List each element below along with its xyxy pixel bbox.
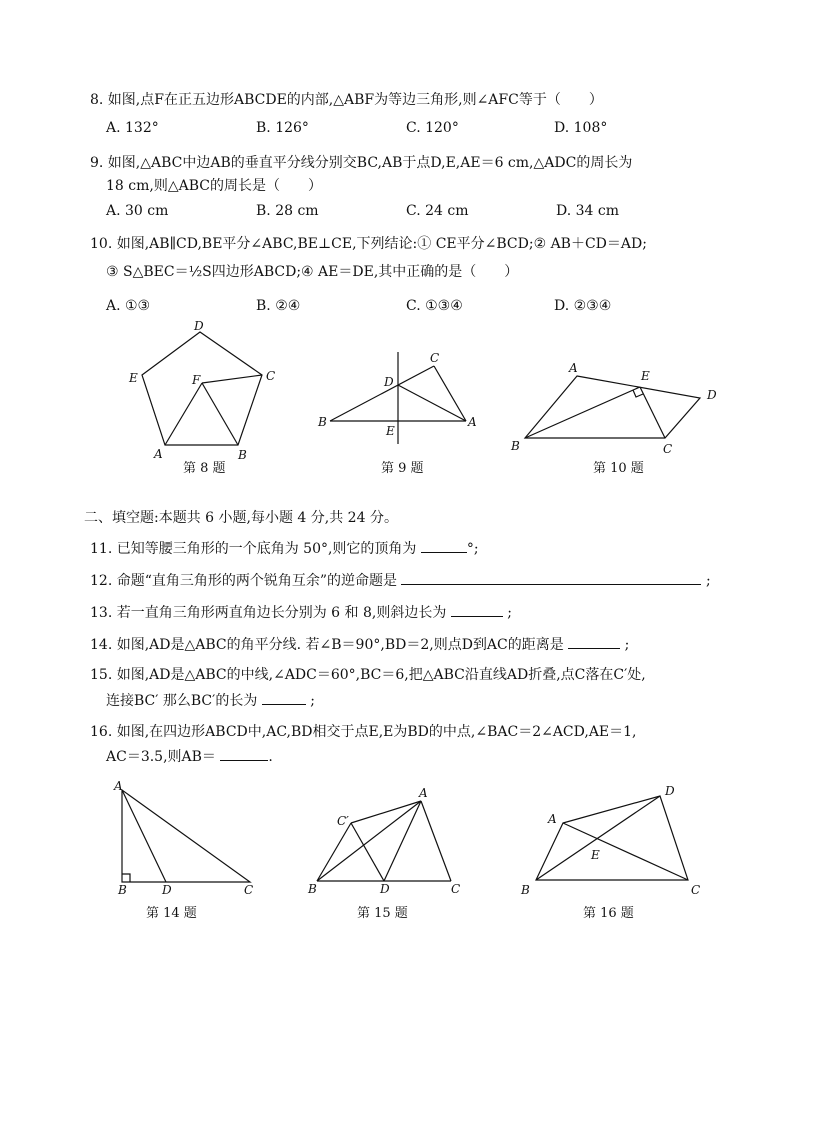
q8-option-b: B. 126° [256,120,309,136]
label-b: B [238,448,247,462]
figure-10-caption: 第 10 题 [593,461,644,476]
label-e: E [129,371,138,385]
q9-option-b: B. 28 cm [256,203,319,219]
question-9-line1: 9. 如图,△ABC中边AB的垂直平分线分别交BC,AB于点D,E,AE＝6 cm,△ADC的周长为 [90,155,633,171]
question-11-text: 11. 已知等腰三角形的一个底角为 50°,则它的顶角为 [90,541,417,557]
question-11-blank [421,538,467,553]
question-16-line2 [106,746,273,767]
diagonal-bd [536,796,660,880]
question-10-line1: 10. 如图,AB∥CD,BE平分∠ABC,BE⊥CE,下列结论:① CE平分∠BCD;② AB＋CD＝AD; [90,236,647,252]
label-c: C [266,369,276,383]
label-a: A [419,786,428,800]
figure-10 [505,358,720,458]
question-12-text: 12. 命题“直角三角形的两个锐角互余”的逆命题是 [90,573,398,589]
question-12-blank [401,570,701,585]
figure-15-caption: 第 15 题 [357,906,408,921]
question-16-line1: 16. 如图,在四边形ABCD中,AC,BD相交于点E,E为BD的中点,∠BAC＝2∠ACD,AE＝1, [90,724,637,740]
segment-be [525,387,640,438]
label-e: E [591,848,600,862]
label-d: D [707,388,717,402]
question-13 [90,602,512,623]
triangle-abc [122,790,250,882]
segment-ad [122,790,166,882]
segment-fc [202,375,262,383]
segment-ad [384,801,421,881]
diagonal-ac [563,823,688,880]
question-10-line2: ③ S△BEC＝½S四边形ABCD;④ AE＝DE,其中正确的是（ ） [106,264,519,280]
question-14-blank [568,634,620,649]
question-16-text2: AC＝3.5,则AB＝ [106,749,216,765]
segment-ac [421,801,451,881]
question-14-end: ; [624,637,630,653]
quadrilateral-abcd [536,796,688,880]
label-f: F [192,373,201,387]
label-d: D [162,883,172,897]
q10-option-d: D. ②③④ [554,298,612,314]
label-a: A [114,779,123,793]
segment-b-c-prime [317,823,351,881]
question-15-text2: 连接BC′ 那么BC′的长为 [106,693,258,709]
label-e: E [386,424,395,438]
segment-ba [317,801,421,881]
right-angle-mark [122,874,130,882]
label-a: A [468,415,477,429]
figure-16-caption: 第 16 题 [583,906,634,921]
q9-option-d: D. 34 cm [556,203,620,219]
label-b: B [521,883,530,897]
label-a: A [548,812,557,826]
question-11 [90,538,479,559]
question-9-line2: 18 cm,则△ABC的周长是（ ） [106,178,322,194]
question-11-end: °; [466,541,479,557]
segment-ac-prime [351,801,421,823]
label-e: E [641,369,650,383]
q9-option-c: C. 24 cm [406,203,469,219]
label-d: D [194,319,204,333]
question-13-end: ; [507,605,512,621]
question-15-blank [262,690,306,705]
label-a: A [154,447,163,461]
question-15-end: ; [310,693,315,709]
label-c-prime: C′ [337,814,349,828]
section-2-heading: 二、填空题:本题共 6 小题,每小题 4 分,共 24 分。 [84,510,398,526]
segment-ce [640,387,665,438]
figure-15 [305,785,470,895]
label-c: C [451,882,461,896]
question-16-end: . [268,749,273,765]
q8-option-a: A. 132° [106,120,159,136]
label-c: C [244,883,254,897]
label-b: B [118,883,127,897]
label-b: B [318,415,327,429]
label-d: D [380,882,390,896]
q10-option-c: C. ①③④ [406,298,463,314]
pentagon-abcde [142,332,262,445]
question-13-text: 13. 若一直角三角形两直角边长分别为 6 和 8,则斜边长为 [90,605,447,621]
question-12-end: ; [705,573,711,589]
question-15-line1: 15. 如图,AD是△ABC的中线,∠ADC＝60°,BC＝6,把△ABC沿直线AD折叠,点C落在C′处, [90,667,646,683]
label-c: C [691,883,701,897]
q10-option-b: B. ②④ [256,298,301,314]
figure-14-caption: 第 14 题 [146,906,197,921]
segment-fa [165,383,202,445]
question-15-line2 [106,690,315,711]
q10-option-a: A. ①③ [106,298,151,314]
label-c: C [663,442,673,456]
question-14 [90,634,629,655]
label-c: C [430,351,440,365]
figure-14 [110,779,260,897]
question-13-blank [451,602,503,617]
label-a: A [569,361,578,375]
question-12 [90,570,711,591]
figure-9 [318,348,483,448]
label-d: D [665,784,675,798]
q8-option-d: D. 108° [554,120,608,136]
segment-fb [202,383,238,445]
label-b: B [308,882,317,896]
q8-option-c: C. 120° [406,120,459,136]
figure-8-caption: 第 8 题 [183,461,226,476]
q9-option-a: A. 30 cm [106,203,169,219]
figure-16 [515,783,715,898]
question-16-blank [220,746,268,761]
figure-9-caption: 第 9 题 [381,461,424,476]
label-d: D [384,375,394,389]
segment-c-prime-d [351,823,384,881]
label-b: B [511,439,520,453]
segment-bc [330,366,434,421]
quadrilateral-abcd [525,376,700,438]
question-8-text: 8. 如图,点F在正五边形ABCDE的内部,△ABF为等边三角形,则∠AFC等于（ ） [90,92,603,108]
question-14-text: 14. 如图,AD是△ABC的角平分线. 若∠B＝90°,BD＝2,则点D到AC的距离是 [90,637,564,653]
figure-8 [120,320,280,465]
